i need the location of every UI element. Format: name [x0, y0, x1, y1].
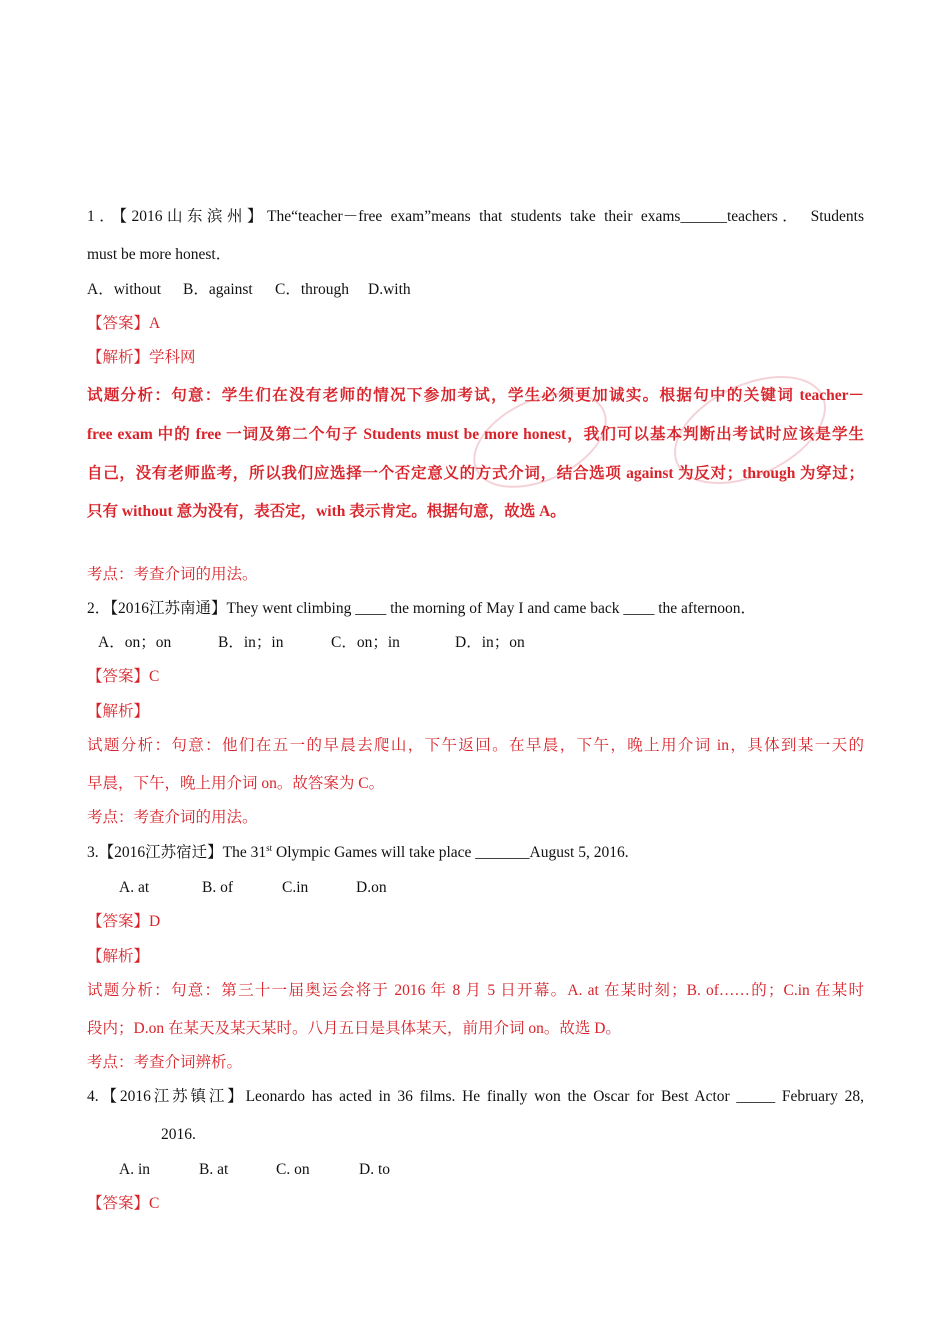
q2-analysis-line2: 早晨，下午，晚上用介词 on。故答案为 C。: [87, 775, 385, 792]
q1-stem-line2: must be more honest．: [87, 246, 232, 263]
q1-analysis-line1: 试题分析：句意：学生们在没有老师的情况下参加考试，学生必须更加诚实。根据句中的关键词 teacher－: [87, 387, 864, 404]
q2-answer: 【答案】C: [87, 668, 160, 685]
q1-analysis-line4: 只有 without 意为没有，表否定，with 表示肯定。根据句意，故选 A。: [87, 503, 566, 520]
q1-point: 考点：考查介词的用法。: [87, 566, 258, 583]
q3-option-b: B. of: [202, 879, 233, 896]
q1-answer: 【答案】A: [87, 315, 161, 332]
q3-analysis-line2: 段内；D.on 在某天及某天某时。八月五日是具体某天，前用介词 on。故选 D。: [87, 1020, 621, 1037]
q3-stem-line1: [87, 843, 864, 863]
q1-analysis-line3: 自己，没有老师监考，所以我们应选择一个否定意义的方式介词，结合选项 against 为反对；through 为穿过；: [87, 465, 864, 482]
q3-option-a: A. at: [119, 879, 150, 896]
q1-options: [87, 280, 864, 300]
q3-analysis-line1: 试题分析：句意：第三十一届奥运会将于 2016 年 8 月 5 日开幕。A. at 在某时刻；B. of……的；C.in 在某时: [87, 982, 864, 999]
q2-point: 考点：考查介词的用法。: [87, 809, 258, 826]
q3-analysis-label: 【解析】: [87, 948, 150, 965]
q2-option-d: D．in；on: [455, 634, 525, 651]
q2-option-b: B．in；in: [218, 634, 284, 651]
q4-option-c: C. on: [276, 1161, 310, 1178]
q3-option-c: C.in: [282, 879, 309, 896]
q4-option-b: B. at: [199, 1161, 229, 1178]
q3-point: 考点：考查介词辨析。: [87, 1054, 243, 1071]
q4-stem-line1: 4.【2016江苏镇江】Leonardo has acted in 36 films. He finally won the Oscar for Best Actor _____ February 28,: [87, 1088, 864, 1105]
q2-analysis-line1: 试题分析：句意：他们在五一的早晨去爬山，下午返回。在早晨，下午，晚上用介词 in，具体到某一天的: [87, 737, 864, 754]
q4-stem-line2: 2016.: [161, 1126, 196, 1143]
q1-analysis-line2: free exam 中的 free 一词及第二个句子 Students must be more honest，我们可以基本判断出考试时应该是学生: [87, 426, 864, 443]
q4-option-a: A. in: [119, 1161, 150, 1178]
q1-option-d: D.with: [368, 281, 411, 298]
q2-stem-line1: 2．【2016江苏南通】They went climbing ____ the morning of May I and came back ____ the afternoon．: [87, 600, 756, 617]
q1-analysis-label: 【解析】学科网: [87, 349, 196, 366]
q1-option-a: A．without: [87, 281, 162, 298]
q3-stem-pre: 3.【2016江苏宿迁】The 31: [87, 844, 267, 861]
q2-options: [98, 633, 864, 653]
q3-stem-sup: st: [266, 842, 273, 853]
q3-option-d: D.on: [356, 879, 387, 896]
q1-stem-line1: 1．【2016山东滨州】The“teacher－free exam”means that students take their exams______teachers． Students: [87, 208, 864, 225]
q3-stem-post: Olympic Games will take place _______August 5, 2016.: [272, 844, 629, 861]
q3-options: [119, 878, 864, 898]
q2-option-a: A．on；on: [98, 634, 172, 651]
q4-answer: 【答案】C: [87, 1195, 160, 1212]
q3-answer: 【答案】D: [87, 913, 161, 930]
q1-option-c: C．through: [275, 281, 350, 298]
q2-option-c: C．on；in: [331, 634, 400, 651]
q2-analysis-label: 【解析】: [87, 703, 150, 720]
q1-option-b: B．against: [183, 281, 253, 298]
q4-options: [119, 1160, 864, 1180]
q4-option-d: D. to: [359, 1161, 390, 1178]
